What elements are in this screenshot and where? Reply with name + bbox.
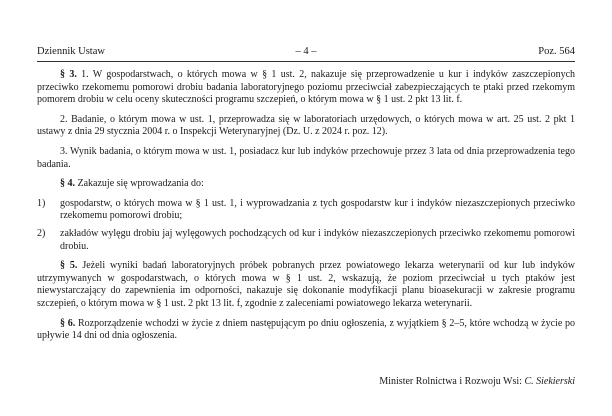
page-number: – 4 – <box>295 46 317 57</box>
section-3-paragraph-1 <box>37 69 575 107</box>
section-5-paragraph <box>37 260 575 310</box>
list-item-number: 2) <box>37 227 46 239</box>
journal-title: Dziennik Ustaw <box>37 46 105 57</box>
section-3-paragraph-3: 3. Wynik badania, o którym mowa w ust. 1, posiadacz kur lub indyków przechowuje przez 3 lata od dnia przeprowadzenia tego badania. <box>37 145 575 170</box>
section-3-text-1: 1. W gospodarstwach, o których mowa w § 1 ust. 2, nakazuje się przeprowadzenie u kur i indyków zaszczepionych przeciwko rzekomemu pomorowi drobiu badania laboratoryjnego poziomu przeciwciał zabezpieczających te ptaki przed rzekomym pomorem drobiu w celu oceny skuteczności programu szczepień, o którym mowa w § 1 ust. 2 pkt 13 lit. f. <box>37 69 576 106</box>
list-item <box>37 198 575 223</box>
section-3-paragraph-2: 2. Badanie, o którym mowa w ust. 1, przeprowadza się w laboratoriach urzędowych, o których mowa w art. 25 ust. 2 pkt 1 ustawy z dnia 29 stycznia 2004 r. o Inspekcji Weterynaryjnej (Dz. U. z 2024 r. poz. 12). <box>37 113 575 138</box>
section-6-text: Rozporządzenie wchodzi w życie z dniem następującym po dniu ogłoszenia, z wyjątkiem § 2–5, które wchodzą w życie po upływie 14 dni od dnia ogłoszenia. <box>37 317 576 342</box>
header-rule <box>37 61 575 62</box>
section-5-label: § 5. <box>60 260 78 272</box>
list-item-text: gospodarstw, o których mowa w § 1 ust. 1, i wyprowadzania z tych gospodarstw kur i indyków niezaszczepionych przeciwko rzekomemu pomorowi drobiu; <box>60 197 575 222</box>
section-6-label: § 6. <box>60 317 76 329</box>
list-item-text: zakładów wylęgu drobiu jaj wylęgowych pochodzących od kur i indyków niezaszczepionych przeciwko rzekomemu pomorowi drobiu. <box>60 227 575 252</box>
section-5-text: Jeżeli wyniki badań laboratoryjnych próbek pobranych przez powiatowego lekarza weterynarii od kur lub indyków utrzymywanych w gospodarstwach, o których mowa w § 1 ust. 2, wskazują, że poziom przeciwciał u tych ptaków jest niewystarczający do zapewnienia im odporności, nakazuje się dokonanie modyfikacji planu bioasekuracji w zakresie programu szczepień, o którym mowa w § 1 ust. 2 pkt 13 lit. f, zgodnie z zaleceniami powiatowego lekarza weterynarii. <box>37 260 576 309</box>
position-number: Poz. 564 <box>538 46 575 57</box>
signature-role: Minister Rolnictwa i Rozwoju Wsi: <box>379 376 525 387</box>
signature <box>379 376 575 387</box>
list-item <box>37 228 575 253</box>
page-header <box>37 46 575 60</box>
list-item-number: 1) <box>37 197 46 209</box>
section-6-paragraph <box>37 318 575 343</box>
section-4-text: Zakazuje się wprowadzania do: <box>75 178 204 190</box>
section-4-label: § 4. <box>60 178 75 190</box>
section-3-label: § 3. <box>60 69 77 80</box>
section-4-paragraph <box>37 178 575 191</box>
document-body <box>37 69 575 350</box>
signature-name: C. Siekierski <box>524 376 575 387</box>
